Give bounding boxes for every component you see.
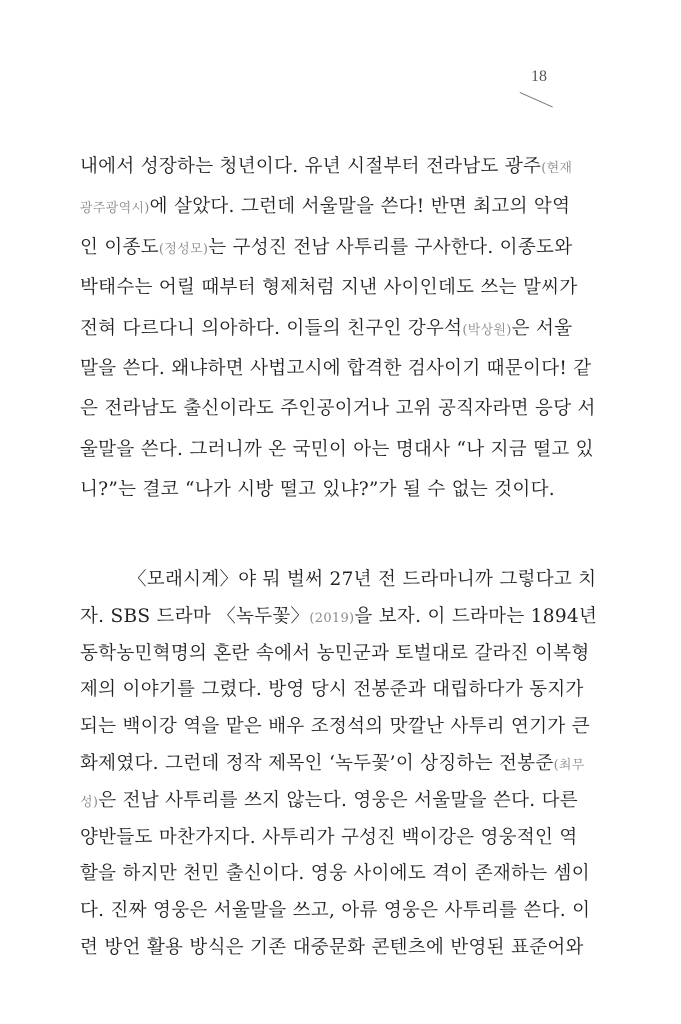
text-line (80, 475, 555, 505)
text-line (128, 565, 597, 595)
text-segment: 에 살았다. 그런데 서울말을 쓴다! 반면 최고의 악역 (149, 196, 571, 218)
text-line (80, 933, 584, 963)
text-segment: 내에서 성장하는 청년이다. 유년 시절부터 전라남도 광주 (80, 156, 542, 177)
text-line (80, 394, 596, 424)
text-line (80, 354, 592, 384)
page-number: 18 (531, 68, 547, 85)
text-segment: 자. SBS 드라마 〈녹두꽃〉 (80, 605, 310, 627)
text-line (80, 233, 573, 263)
text-line (80, 896, 591, 926)
text-segment: 화제였다. 그런데 정작 제목인 ‘녹두꽃’이 상징하는 전봉준 (80, 753, 554, 774)
parenthetical-note: (정성모) (158, 241, 209, 257)
text-segment: 양반들도 마찬가지다. 사투리가 구성진 백이강은 영웅적인 역 (80, 826, 578, 848)
text-line (80, 712, 590, 742)
text-line (80, 152, 573, 182)
text-segment: 을 보자. 이 드라마는 1894년 (354, 605, 598, 627)
parenthetical-note: (최무 (553, 758, 585, 773)
text-line (80, 435, 594, 465)
text-segment: 다. 진짜 영웅은 서울말을 쓰고, 아류 영웅은 사투리를 쓴다. 이 (80, 900, 591, 922)
text-segment: 〈모래시계〉야 뭐 벌써 27년 전 드라마니까 그렇다고 치 (128, 569, 597, 590)
parenthetical-note: (현재 (541, 161, 573, 176)
text-segment: 제의 이야기를 그렸다. 방영 당시 전봉준과 대립하다가 동지가 (80, 679, 584, 701)
text-line (80, 602, 598, 632)
text-segment: 련 방언 활용 방식은 기존 대중문화 콘텐츠에 반영된 표준어와 (80, 937, 584, 958)
page-number-rule (520, 92, 553, 108)
text-segment: 할을 하지만 천민 출신이다. 영웅 사이에도 격이 존재하는 셈이 (80, 863, 590, 885)
text-segment: 는 구성진 전남 사투리를 구사한다. 이종도와 (208, 236, 573, 258)
text-segment: 전혀 다르다니 의아하다. 이들의 친구인 강우석 (80, 317, 463, 339)
text-segment: 은 서울 (511, 317, 573, 339)
text-line (80, 749, 585, 779)
text-segment: 은 전라남도 출신이라도 주인공이거나 고위 공직자라면 응당 서 (80, 398, 596, 420)
parenthetical-note: (박상원) (462, 322, 512, 338)
text-segment: 은 전남 사투리를 쓰지 않는다. 영웅은 서울말을 쓴다. 다른 (98, 789, 578, 811)
parenthetical-note: (2019) (309, 610, 355, 626)
text-segment: 울말을 쓴다. 그러니까 온 국민이 아는 명대사 “나 지금 떨고 있 (80, 438, 594, 460)
text-segment: 동학농민혁명의 혼란 속에서 농민군과 토벌대로 갈라진 이복형 (80, 642, 590, 664)
text-line (80, 273, 578, 303)
text-line (80, 639, 590, 669)
parenthetical-note: 광주광역시) (80, 201, 150, 217)
text-line (80, 675, 584, 705)
text-line (80, 823, 578, 853)
text-segment: 니?”는 결코 “나가 시방 떨고 있냐?”가 될 수 없는 것이다. (80, 479, 555, 501)
text-line (80, 192, 571, 222)
text-segment: 되는 백이강 역을 맡은 배우 조정석의 맛깔난 사투리 연기가 큰 (80, 716, 590, 738)
text-line (80, 314, 573, 344)
text-segment: 인 이종도 (80, 236, 159, 258)
text-segment: 박태수는 어릴 때부터 형제처럼 지낸 사이인데도 쓰는 말씨가 (80, 277, 578, 299)
text-segment: 말을 쓴다. 왜냐하면 사법고시에 합격한 검사이기 때문이다! 같 (80, 358, 592, 379)
text-line (80, 786, 578, 816)
text-line (80, 859, 590, 889)
parenthetical-note: 성) (80, 794, 99, 810)
